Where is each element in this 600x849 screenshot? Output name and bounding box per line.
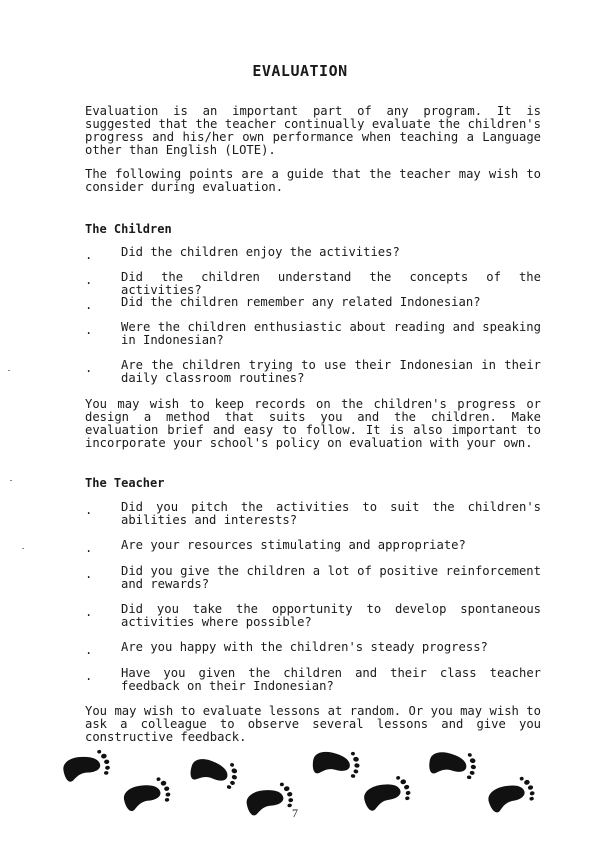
teacher-closing-paragraph: You may wish to evaluate lessons at random. Or you may wish to ask a colleague to observe several lessons and give you constructive feedback. — [85, 704, 541, 744]
children-closing-paragraph: You may wish to keep records on the children's progress or design a method that suits you and the children. Make evaluation brief and easy to follow. It is also important to incorporate your school's policy on evaluation with your own. — [85, 397, 541, 450]
scan-speck — [8, 370, 10, 371]
children-item-text: Are the children trying to use their Indonesian in their daily classroom routines? — [121, 358, 541, 385]
scan-speck — [10, 480, 12, 481]
teacher-item-text: Are your resources stimulating and appropriate? — [121, 538, 466, 552]
bullet-icon: . — [85, 643, 93, 657]
footprint-icon — [188, 751, 241, 792]
bullet-icon: . — [85, 567, 93, 581]
footprint-icon — [311, 745, 362, 780]
footprint-icon — [121, 776, 172, 813]
bullet-icon: . — [85, 273, 93, 287]
teacher-item-text: Are you happy with the children's steady progress? — [121, 640, 488, 654]
bullet-icon: . — [85, 298, 93, 312]
footprint-icon — [427, 745, 478, 782]
bullet-icon: . — [85, 503, 93, 517]
teacher-item-text: Did you pitch the activities to suit the children's abilities and interests? — [121, 500, 541, 527]
bullet-icon: . — [85, 669, 93, 683]
intro-paragraph-1: Evaluation is an important part of any program. It is suggested that the teacher continually evaluate the children's progress and his/her own performance when teaching a Language other than English (LOTE). — [85, 104, 541, 157]
footprint-icon — [244, 781, 295, 816]
footprint-icon — [61, 749, 111, 783]
page-title: EVALUATION — [252, 62, 348, 80]
page-number: 7 — [292, 806, 298, 820]
teacher-heading: The Teacher — [85, 476, 165, 490]
children-item-text: Did the children remember any related Indonesian? — [121, 295, 481, 309]
children-item-text: Did the children enjoy the activities? — [121, 245, 400, 259]
bullet-icon: . — [85, 541, 93, 555]
scan-speck — [22, 548, 24, 549]
intro-paragraph-2: The following points are a guide that the teacher may wish to consider during evaluation. — [85, 167, 541, 194]
bullet-icon: . — [85, 361, 93, 375]
bullet-icon: . — [85, 605, 93, 619]
footprint-icon — [485, 775, 537, 814]
footprints-decoration — [0, 740, 600, 830]
footprint-icon — [361, 774, 413, 812]
teacher-item-text: Did you give the children a lot of positive reinforcement and rewards? — [121, 564, 541, 591]
bullet-icon: . — [85, 323, 93, 337]
children-item-text: Did the children understand the concepts of the activities? — [121, 270, 541, 297]
children-heading: The Children — [85, 222, 172, 236]
teacher-item-text: Have you given the children and their class teacher feedback on their Indonesian? — [121, 666, 541, 693]
teacher-item-text: Did you take the opportunity to develop spontaneous activities where possible? — [121, 602, 541, 629]
children-item-text: Were the children enthusiastic about reading and speaking in Indonesian? — [121, 320, 541, 347]
bullet-icon: . — [85, 248, 93, 262]
